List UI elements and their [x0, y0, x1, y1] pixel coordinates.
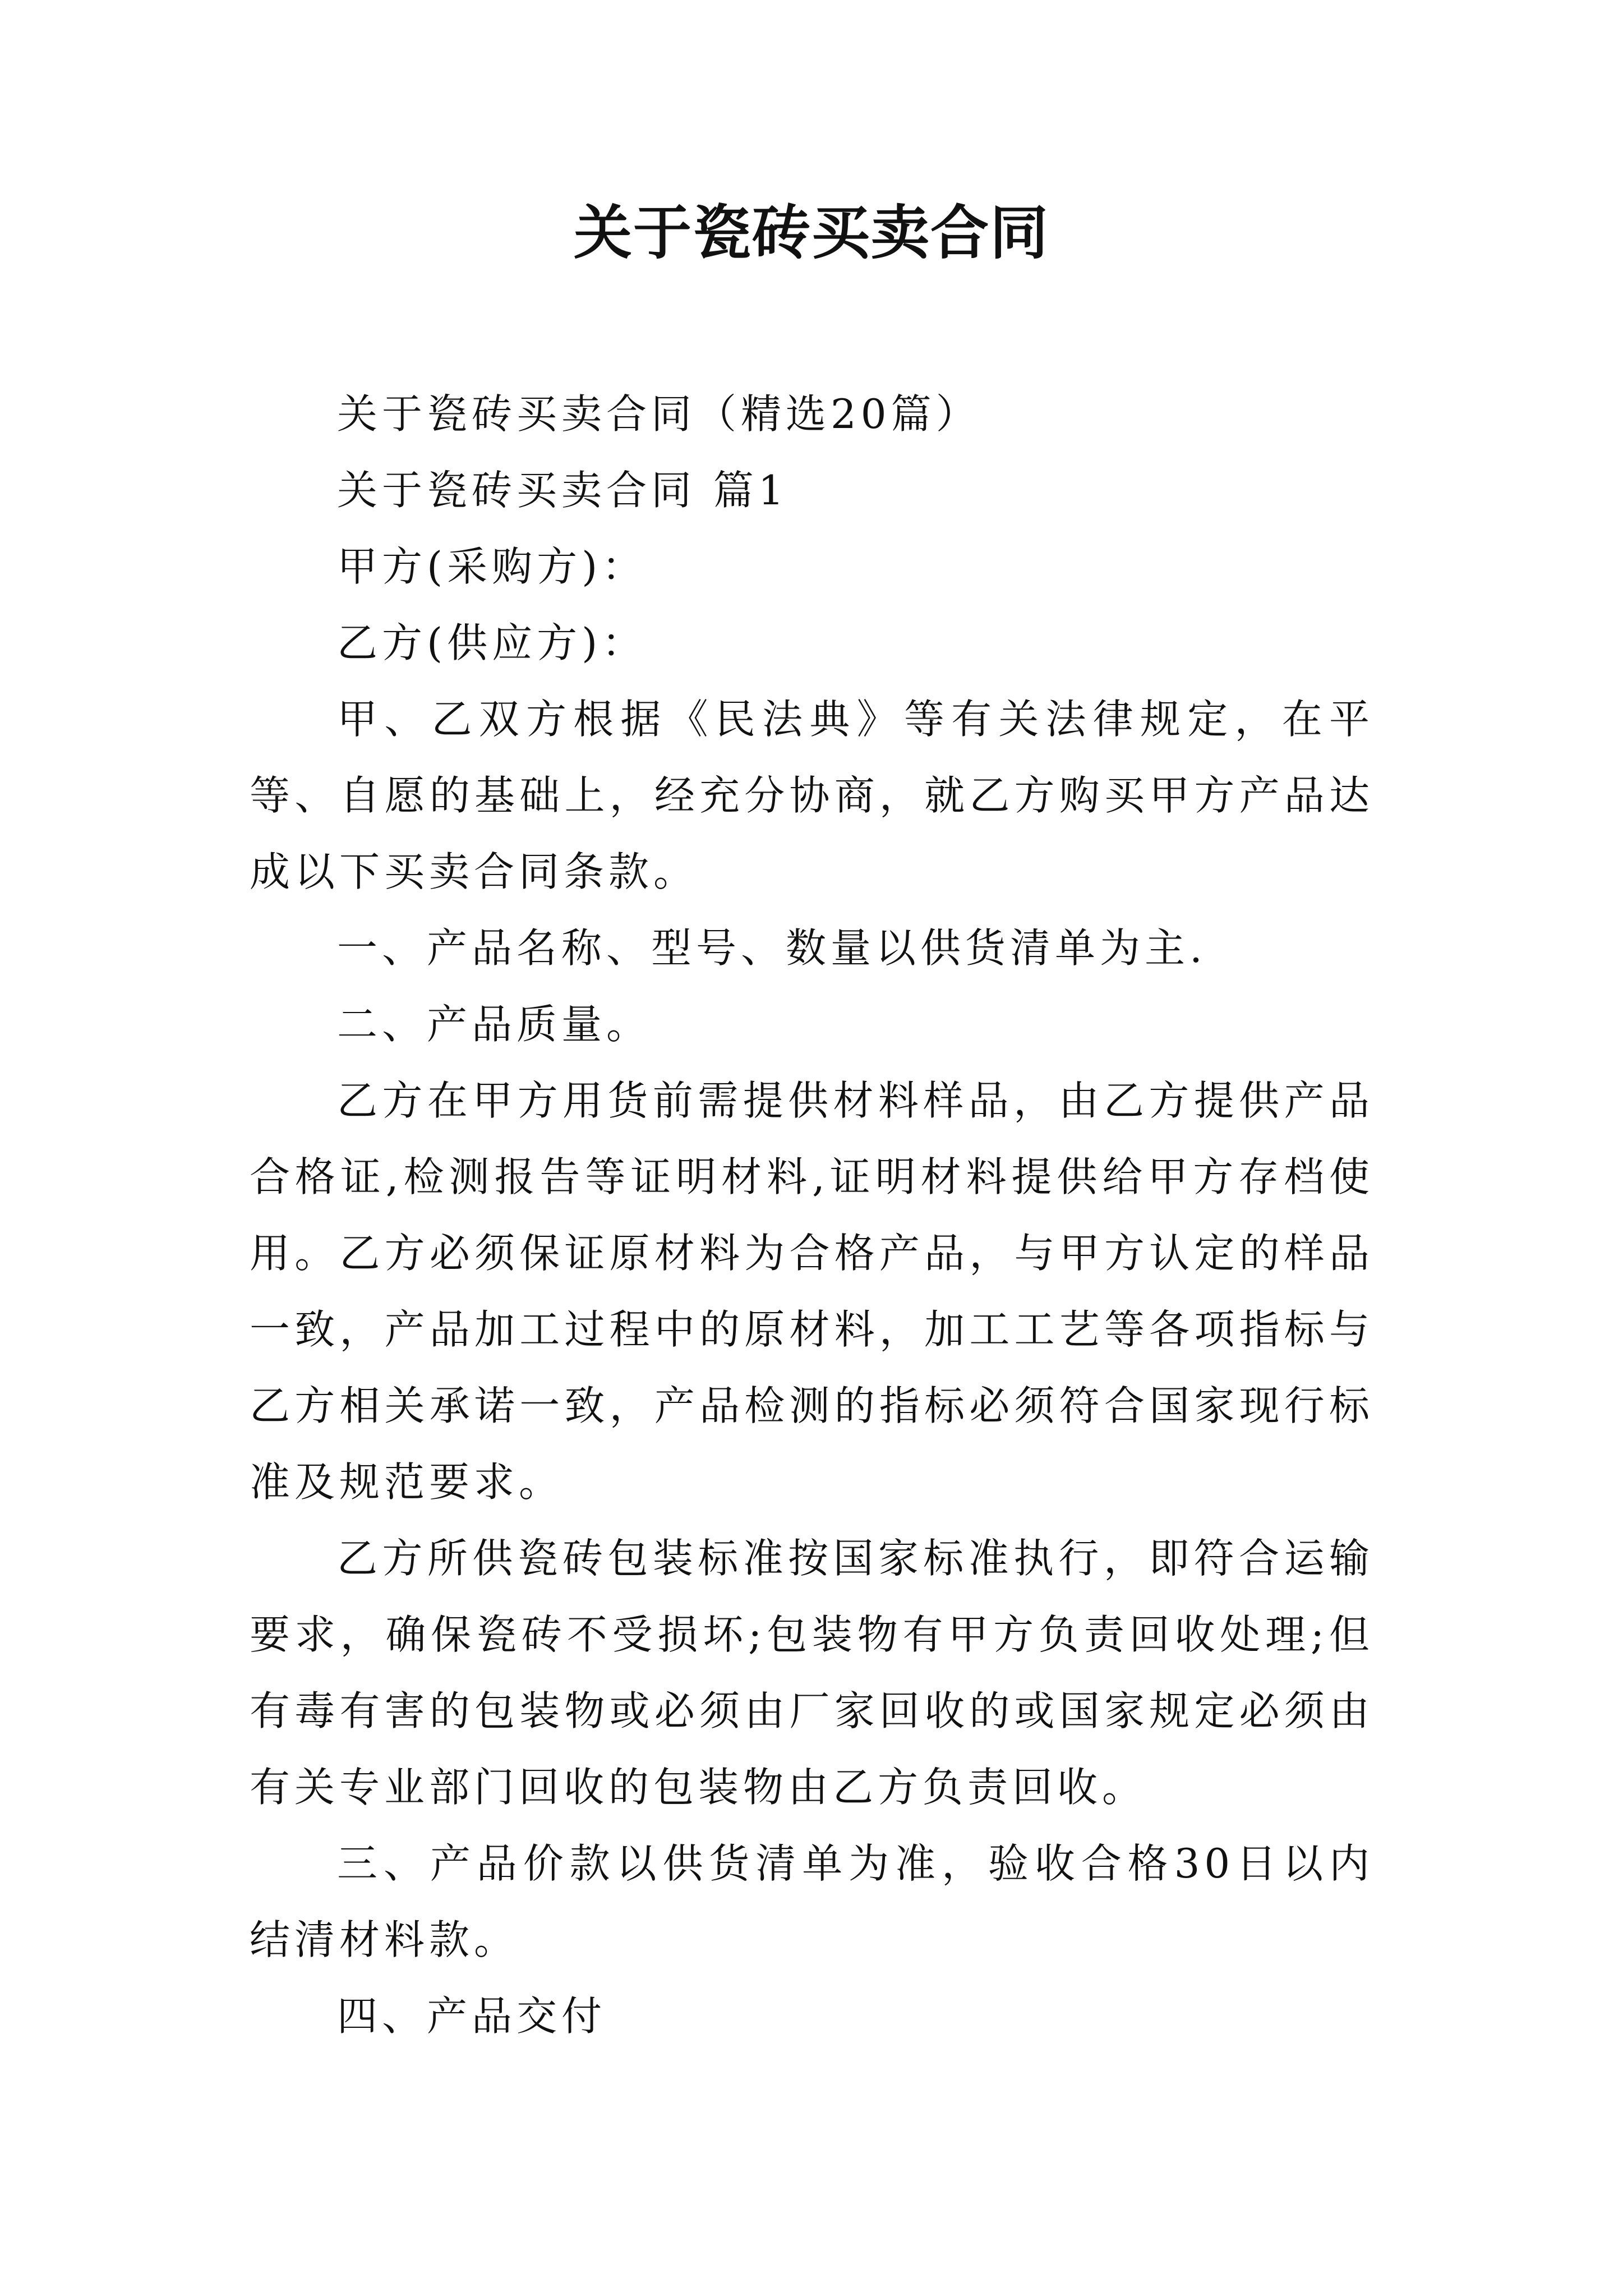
paragraph-packaging: 乙方所供瓷砖包装标准按国家标准执行，即符合运输要求，确保瓷砖不受损坏;包装物有甲方负责回收处理;但有毒有害的包装物或必须由厂家回收的或国家规定必须由有关专业部门回收的包装物由乙方负责回收。 [250, 1535, 1374, 1811]
paragraph-party-a: 甲方(采购方)： [337, 543, 647, 590]
document-body [250, 376, 1374, 2054]
paragraph-party-b: 乙方(供应方)： [337, 619, 647, 666]
paragraph-section-heading: 关于瓷砖买卖合同 篇1 [337, 467, 789, 514]
paragraph-subtitle: 关于瓷砖买卖合同（精选20篇） [337, 390, 981, 438]
paragraph-clause-3: 三、产品价款以供货清单为准，验收合格30日以内结清材料款。 [250, 1840, 1374, 1963]
document-title: 关于瓷砖买卖合同 [573, 198, 1049, 267]
paragraph-clause-4: 四、产品交付 [337, 1993, 607, 2040]
paragraph-preamble: 甲、乙双方根据《民法典》等有关法律规定，在平等、自愿的基础上，经充分协商，就乙方购买甲方产品达成以下买卖合同条款。 [250, 696, 1374, 895]
paragraph-clause-2: 二、产品质量。 [337, 1001, 652, 1048]
paragraph-quality: 乙方在甲方用货前需提供材料样品，由乙方提供产品合格证,检测报告等证明材料,证明材料提供给甲方存档使用。乙方必须保证原材料为合格产品，与甲方认定的样品一致，产品加工过程中的原材料，加工工艺等各项指标与乙方相关承诺一致，产品检测的指标必须符合国家现行标准及规范要求。 [250, 1077, 1374, 1506]
paragraph-clause-1: 一、产品名称、型号、数量以供货清单为主. [337, 924, 1207, 972]
